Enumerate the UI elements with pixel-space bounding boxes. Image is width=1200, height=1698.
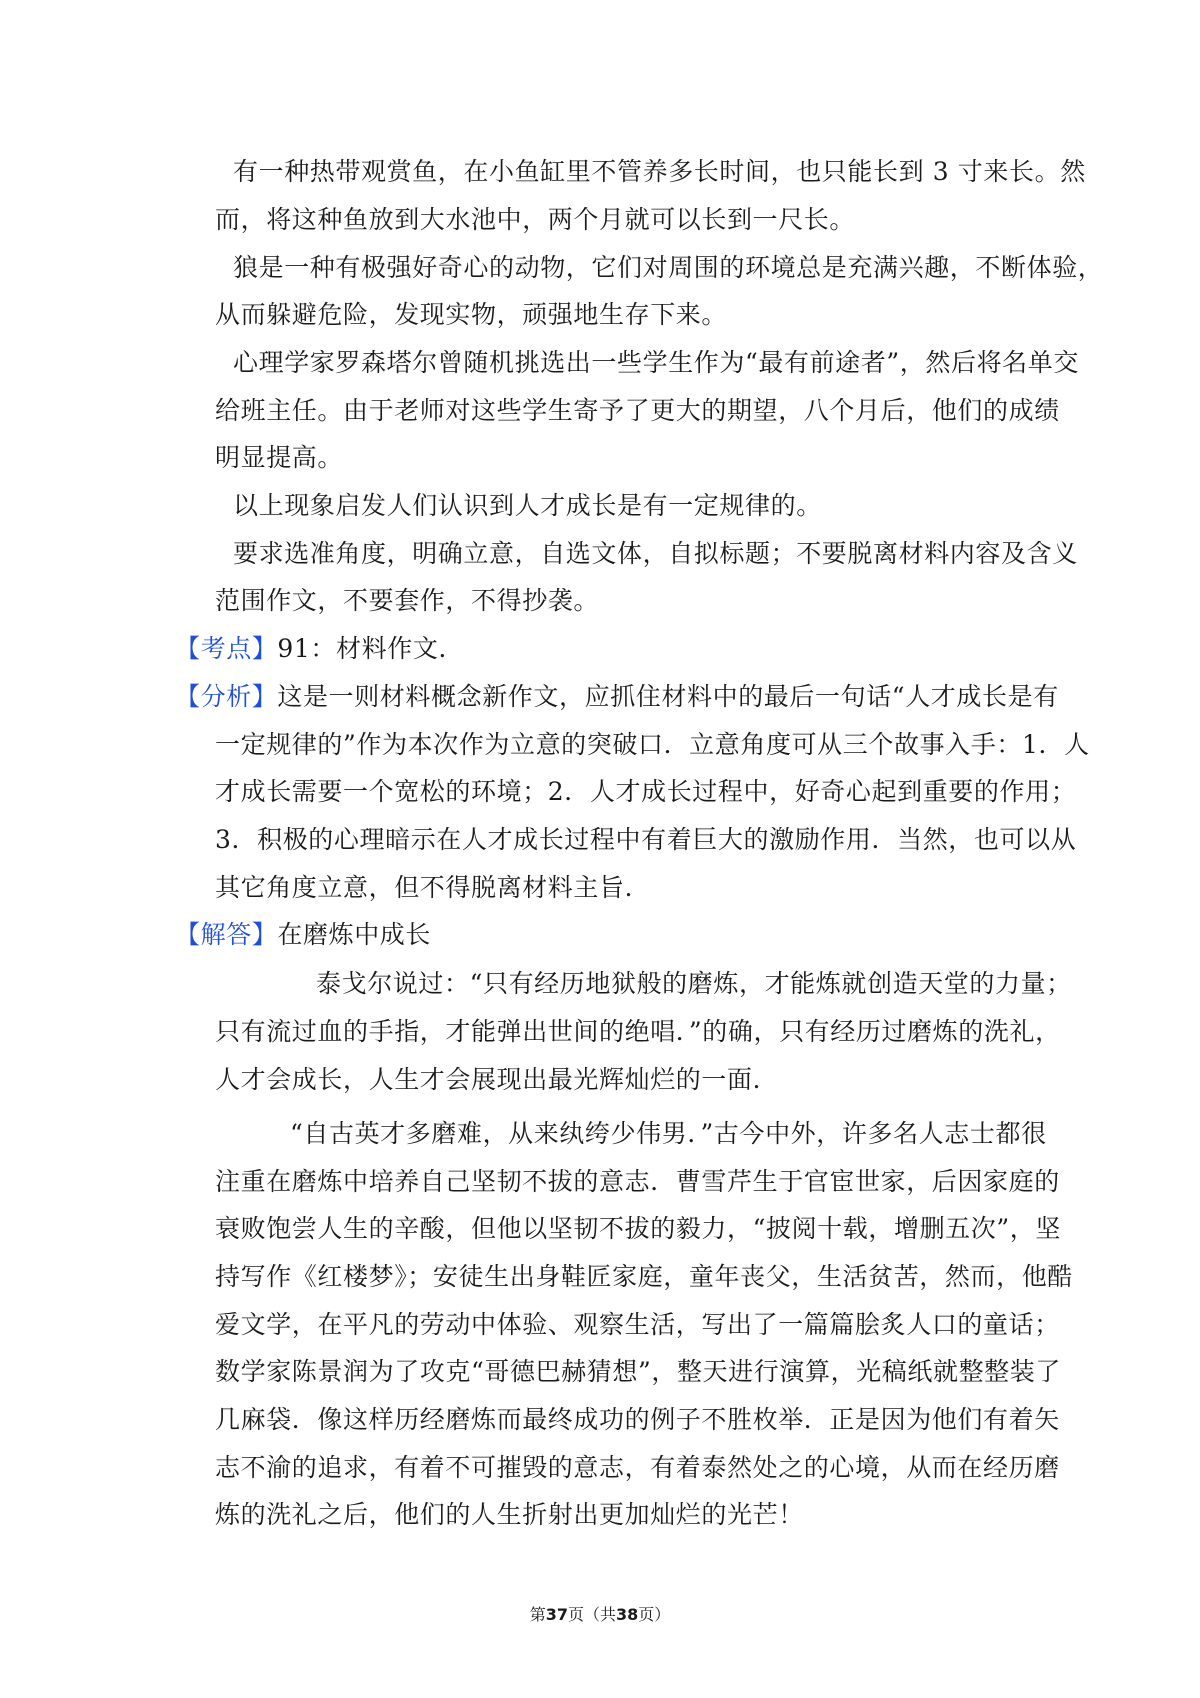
material-line: 从而躲避危险，发现实物，顽强地生存下来。 (215, 300, 728, 329)
essay-para2-line: 几麻袋．像这样历经磨炼而最终成功的例子不胜枚举．正是因为他们有着矢 (215, 1405, 1060, 1434)
essay-para2-line: 持写作《红楼梦》；安徒生出身鞋匠家庭，童年丧父，生活贫苦，然而，他酷 (215, 1262, 1073, 1291)
essay-para1-line: 只有流过血的手指，才能弹出世间的绝唱．”的确，只有经历过磨炼的洗礼， (215, 1017, 1061, 1046)
jieda-tag: 【解答】 (175, 920, 278, 949)
fenxi-section (175, 680, 1059, 714)
fenxi-line: 其它角度立意，但不得脱离材料主旨． (215, 873, 651, 902)
material-line: 要求选准角度，明确立意，自选文体，自拟标题；不要脱离材料内容及含义 (233, 539, 1078, 568)
essay-para2-line: 志不渝的追求，有着不可摧毁的意志，有着泰然处之的心境，从而在经历磨 (215, 1453, 1060, 1482)
essay-para2-line: “自古英才多磨难，从来纨绔少伟男．”古今中外，许多名人志士都很 (290, 1119, 1047, 1148)
kaodian-section (175, 632, 447, 666)
material-line: 狼是一种有极强好奇心的动物，它们对周围的环境总是充满兴趣，不断体验， (233, 253, 1104, 282)
essay-para2-line: 爱文学，在平凡的劳动中体验、观察生活，写出了一篇篇脍炙人口的童话； (215, 1310, 1060, 1339)
fenxi-line: 3．积极的心理暗示在人才成长过程中有着巨大的激励作用．当然，也可以从 (215, 825, 1077, 854)
footer-total-pages: 38 (616, 1605, 639, 1624)
essay-para2-line: 数学家陈景润为了攻克“哥德巴赫猜想”，整天进行演算，光稿纸就整整装了 (215, 1357, 1061, 1386)
material-line: 有一种热带观赏鱼，在小鱼缸里不管养多长时间，也只能长到 3 寸来长。然 (233, 157, 1086, 186)
material-line: 以上现象启发人们认识到人才成长是有一定规律的。 (233, 491, 822, 520)
essay-para1-line: 人才会成长，人生才会展现出最光辉灿烂的一面． (215, 1065, 779, 1094)
essay-para2-line: 炼的洗礼之后，他们的人生折射出更加灿烂的光芒！ (215, 1500, 804, 1529)
footer-page-number: 37 (545, 1605, 568, 1624)
footer-prefix: 第 (529, 1605, 546, 1624)
footer-suffix: 页） (638, 1605, 671, 1624)
essay-title: 在磨炼中成长 (277, 920, 432, 949)
essay-para1-line: 泰戈尔说过：“只有经历地狱般的磨炼，才能炼就创造天堂的力量； (316, 969, 1072, 998)
fenxi-tag: 【分析】 (175, 682, 278, 711)
material-line: 心理学家罗森塔尔曾随机挑选出一些学生作为“最有前途者”，然后将名单交 (233, 348, 1079, 377)
fenxi-line: 一定规律的”作为本次作为立意的突破口．立意角度可从三个故事入手：1．人 (215, 730, 1090, 759)
kaodian-tag: 【考点】 (175, 634, 278, 663)
fenxi-line: 才成长需要一个宽松的环境；2．人才成长过程中，好奇心起到重要的作用； (215, 777, 1077, 806)
kaodian-text: 91：材料作文. (277, 634, 447, 663)
material-line: 而，将这种鱼放到大水池中，两个月就可以长到一尺长。 (215, 205, 856, 234)
essay-para2-line: 衰败饱尝人生的辛酸，但他以坚韧不拔的毅力，“披阅十载，增删五次”，坚 (215, 1214, 1061, 1243)
material-line: 给班主任。由于老师对这些学生寄予了更大的期望，八个月后，他们的成绩 (215, 396, 1060, 425)
jieda-section (175, 918, 431, 952)
footer-middle: 页（共 (567, 1605, 616, 1624)
essay-para2-line: 注重在磨炼中培养自己坚韧不拔的意志．曹雪芹生于官宦世家，后因家庭的 (215, 1167, 1060, 1196)
material-line: 范围作文，不要套作，不得抄袭。 (215, 586, 600, 615)
page-footer (0, 1605, 1200, 1625)
material-line: 明显提高。 (215, 443, 344, 472)
fenxi-first-line: 这是一则材料概念新作文，应抓住材料中的最后一句话“人才成长是有 (277, 682, 1059, 711)
